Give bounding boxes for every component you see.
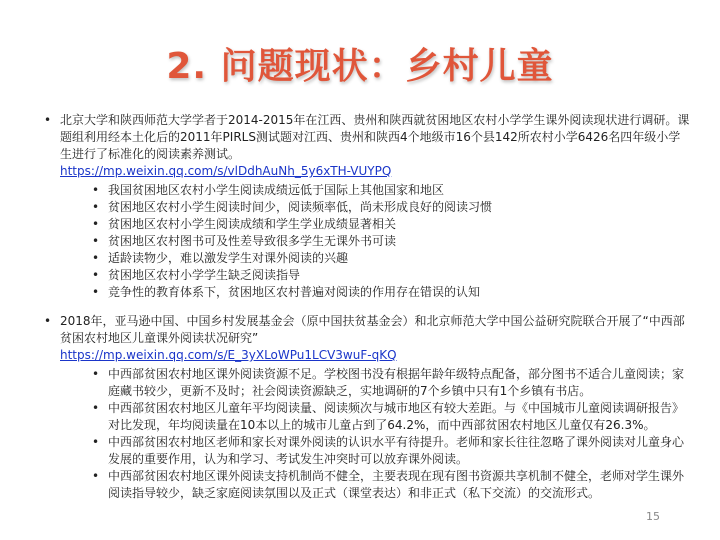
bullet-item-2: [44, 313, 692, 502]
source-link[interactable]: https://mp.weixin.qq.com/s/E_3yXLoWPu1LCV3wuF-qKQ: [60, 348, 397, 362]
slide-title: 2. 问题现状：乡村儿童: [166, 46, 554, 87]
bullet-item-1: [44, 112, 692, 301]
bullet-list: [44, 112, 692, 502]
sub-bullet-item: • 中西部贫困农村地区老师和家长对课外阅读的认识水平有待提升。老师和家长往往忽略了课外阅读对儿童身心发展的重要作用，认为和学习、考试发生冲突时可以放弃课外阅读。: [86, 434, 692, 468]
source-link[interactable]: https://mp.weixin.qq.com/s/vlDdhAuNh_5y6xTH-VUYPQ: [60, 164, 392, 178]
sub-bullet-item: • 中西部贫困农村地区儿童年平均阅读量、阅读频次与城市地区有较大差距。与《中国城市儿童阅读调研报告》对比发现，年均阅读量在10本以上的城市儿童占到了64.2%，而中西部贫困农村地区儿童仅有26.3%。: [86, 400, 692, 434]
sub-bullet-list: [60, 182, 692, 301]
sub-bullet-item: • 贫困地区农村图书可及性差导致很多学生无课外书可读: [86, 233, 692, 250]
sub-bullet-item: • 贫困地区农村小学生阅读时间少，阅读频率低，尚未形成良好的阅读习惯: [86, 199, 692, 216]
sub-bullet-item: • 适龄读物少，难以激发学生对课外阅读的兴趣: [86, 250, 692, 267]
sub-bullet-item: • 我国贫困地区农村小学生阅读成绩远低于国际上其他国家和地区: [86, 182, 692, 199]
sub-bullet-item: • 中西部贫困农村地区课外阅读资源不足。学校图书没有根据年龄年级特点配备，部分图书不适合儿童阅读；家庭藏书较少，更新不及时；社会阅读资源缺乏，实地调研的7个乡镇中只有1个乡镇有书店。: [86, 366, 692, 400]
sub-bullet-item: • 中西部贫困农村地区课外阅读支持机制尚不健全，主要表现在现有图书资源共享机制不健全，老师对学生课外阅读指导较少，缺乏家庭阅读氛围以及正式（课堂表达）和非正式（私下交流）的交流形式。: [86, 468, 692, 502]
sub-bullet-list: [60, 366, 692, 502]
bullet-text: 北京大学和陕西师范大学学者于2014-2015年在江西、贵州和陕西就贫困地区农村小学学生课外阅读现状进行调研。课题组利用经本土化后的2011年PIRLS测试题对江西、贵州和陕西4个地级市16个县142所农村小学6426名四年级小学生进行了标准化的阅读素养测试。: [60, 113, 690, 161]
sub-bullet-item: • 竞争性的教育体系下，贫困地区农村普遍对阅读的作用存在错误的认知: [86, 284, 692, 301]
page-number: 15: [646, 510, 660, 523]
slide-content: [44, 112, 692, 514]
sub-bullet-item: • 贫困地区农村小学学生缺乏阅读指导: [86, 267, 692, 284]
sub-bullet-item: • 贫困地区农村小学生阅读成绩和学生学业成绩显著相关: [86, 216, 692, 233]
bullet-text: 2018年，亚马逊中国、中国乡村发展基金会（原中国扶贫基金会）和北京师范大学中国公益研究院联合开展了“中西部贫困农村地区儿童课外阅读状况研究”: [60, 314, 685, 345]
